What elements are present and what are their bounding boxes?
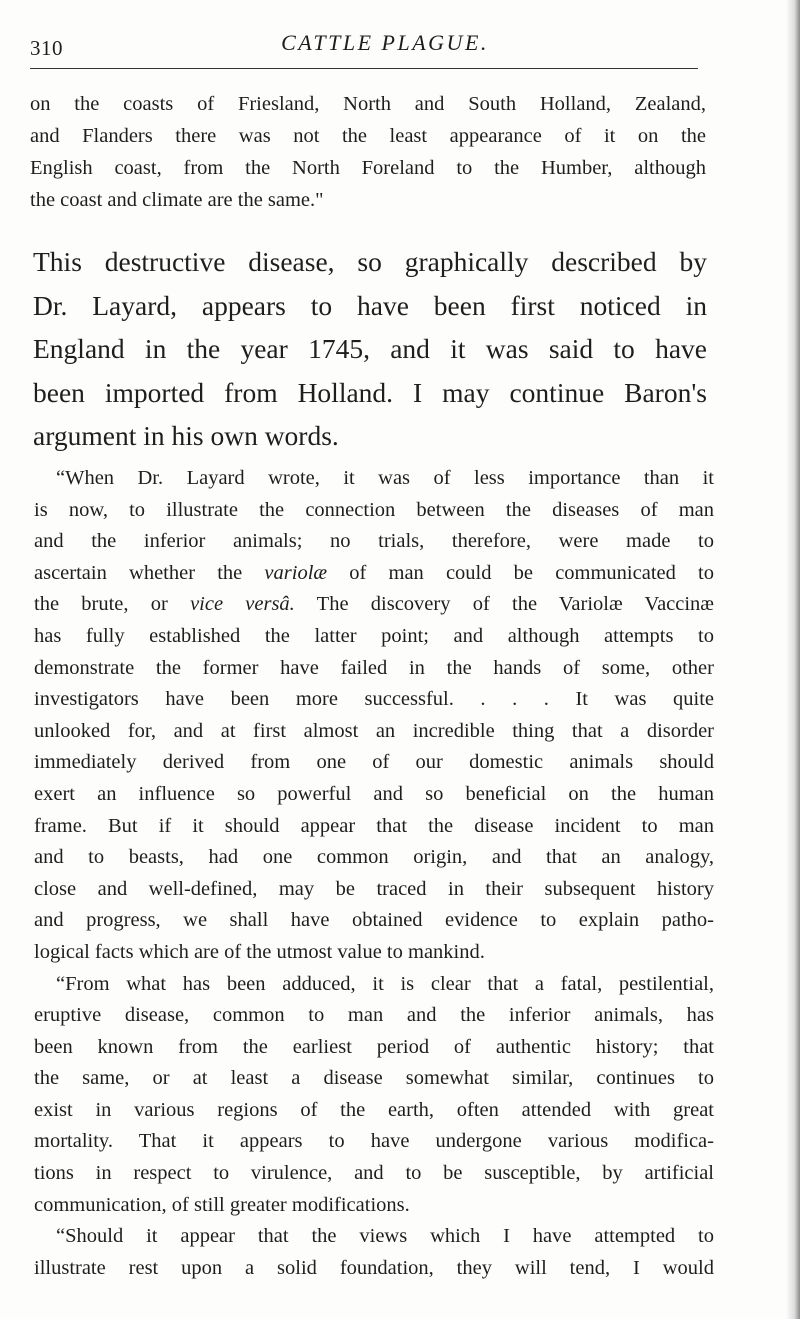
text-line: is now, to illustrate the connection between the diseases of man — [34, 498, 714, 521]
text-line: exert an influence so powerful and so beneficial on the human — [34, 782, 714, 805]
text-line — [34, 558, 714, 590]
header-rule — [30, 68, 698, 69]
text-line: the coast and climate are the same." — [30, 189, 324, 211]
italic-term: vice versâ. — [190, 593, 295, 616]
text-line: the same, or at least a disease somewhat similar, continues to — [34, 1067, 714, 1090]
text-fragment: the brute, or — [34, 593, 191, 616]
text-line: has fully established the latter point; and although attempts to — [34, 624, 714, 647]
quotation-block — [34, 463, 714, 1284]
text-line: immediately derived from one of our domestic animals should — [34, 751, 714, 774]
text-line: English coast, from the North Foreland to the Humber, although — [30, 157, 706, 179]
text-line: been known from the earliest period of authentic history; that — [34, 1035, 714, 1058]
running-header — [30, 28, 700, 62]
continuation-paragraph — [30, 88, 706, 216]
page-edge-shadow — [786, 0, 800, 1319]
text-line: been imported from Holland. I may continue Baron's — [33, 376, 707, 408]
quote-paragraph-2 — [34, 969, 714, 1222]
page-number: 310 — [30, 36, 63, 60]
running-title: CATTLE PLAGUE. — [281, 30, 489, 55]
italic-term: variolæ — [264, 561, 328, 584]
text-line: demonstrate the former have failed in the hands of some, other — [34, 656, 714, 679]
text-fragment: The discovery of the Variolæ Vaccinæ — [294, 593, 714, 616]
text-line: on the coasts of Friesland, North and South Holland, Zealand, — [30, 93, 706, 115]
text-line: illustrate rest upon a solid foundation, they will tend, I would — [34, 1256, 714, 1279]
text-line: Dr. Layard, appears to have been first noticed in — [33, 289, 707, 321]
text-line: communication, of still greater modifications. — [34, 1193, 410, 1216]
text-line: logical facts which are of the utmost value to mankind. — [34, 940, 485, 963]
quote-paragraph-1 — [34, 463, 714, 969]
text-line: mortality. That it appears to have undergone various modifica- — [34, 1130, 714, 1153]
text-fragment: ascertain whether the — [34, 561, 265, 584]
text-line: England in the year 1745, and it was said to have — [33, 333, 707, 364]
text-line: “From what has been adduced, it is clear that a fatal, pestilential, — [56, 972, 714, 995]
text-line: and to beasts, had one common origin, and that an analogy, — [34, 846, 714, 869]
text-line: “Should it appear that the views which I have attempted to — [56, 1225, 714, 1248]
main-paragraph — [33, 240, 707, 458]
text-line: close and well-defined, may be traced in their subsequent history — [34, 877, 714, 900]
text-line: argument in his own words. — [33, 420, 339, 451]
text-line: and progress, we shall have obtained evidence to explain patho- — [34, 909, 714, 932]
text-fragment: of man could be communicated to — [327, 561, 714, 584]
text-line: tions in respect to virulence, and to be susceptible, by artificial — [34, 1162, 714, 1185]
text-line: and Flanders there was not the least appearance of it on the — [30, 125, 706, 147]
text-line — [34, 589, 714, 621]
text-line: investigators have been more successful. . . . It was quite — [34, 688, 714, 711]
text-line: and the inferior animals; no trials, therefore, were made to — [34, 530, 714, 553]
text-line: exist in various regions of the earth, often attended with great — [34, 1098, 714, 1121]
text-line: frame. But if it should appear that the disease incident to man — [34, 814, 714, 837]
text-line: unlooked for, and at first almost an incredible thing that a disorder — [34, 719, 714, 742]
text-line: eruptive disease, common to man and the inferior animals, has — [34, 1004, 714, 1027]
text-line: This destructive disease, so graphically described by — [33, 246, 707, 277]
quote-paragraph-3 — [34, 1221, 714, 1284]
text-line: “When Dr. Layard wrote, it was of less importance than it — [56, 467, 714, 489]
